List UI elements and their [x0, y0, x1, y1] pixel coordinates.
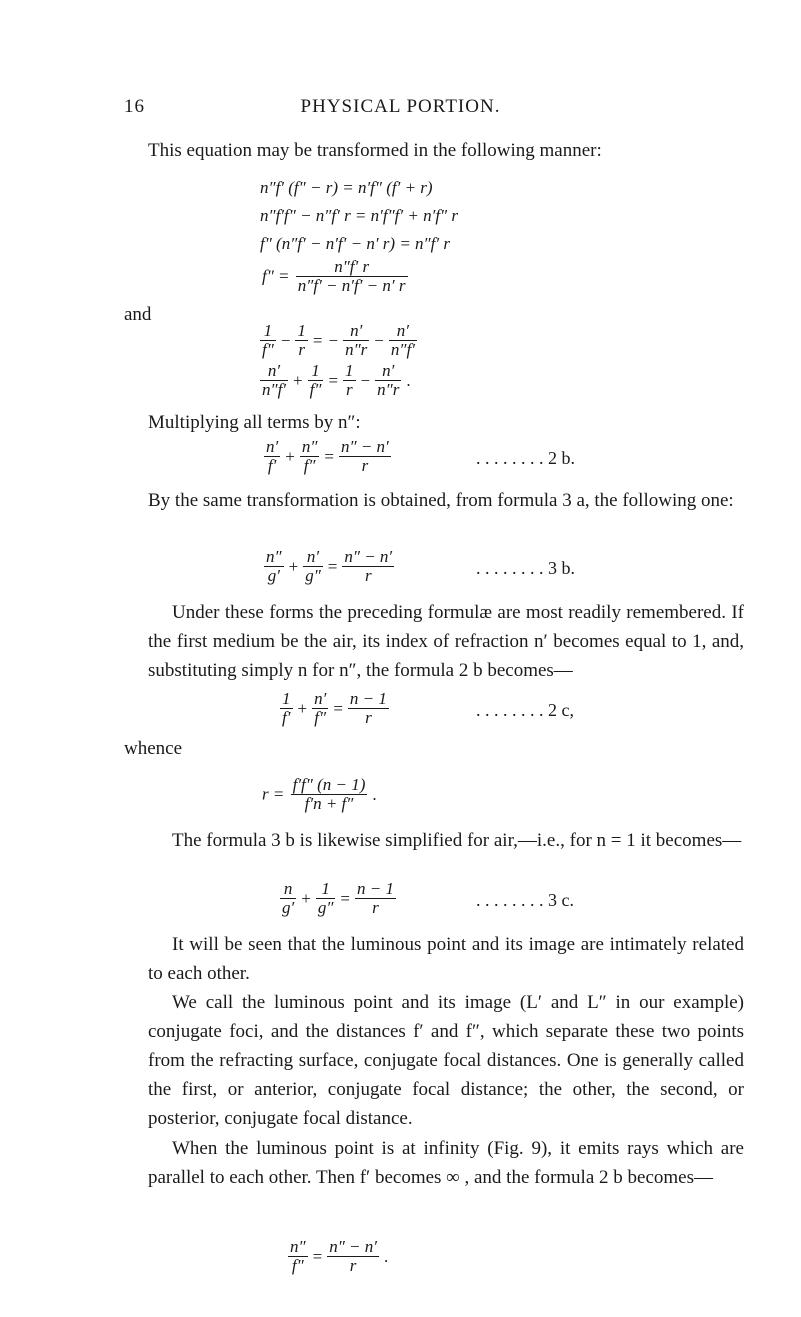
- eq4-lhs: f″ =: [262, 266, 290, 286]
- equation-line-4: [262, 258, 410, 295]
- equation-line-1: n″f′ (f″ − r) = n′f″ (f′ + r): [260, 178, 433, 197]
- paragraph-same-transformation: By the same transformation is obtained, from formula 3 a, the following one:: [148, 490, 734, 511]
- equation-c: $\frac{n'}{n''f'}$ + $\frac{1}{f''}$ = $\frac{1}{r}$ − $\frac{n'}{n''r}$ .: [262, 361, 411, 399]
- running-head: PHYSICAL PORTION.: [300, 96, 501, 117]
- paragraph-conjugate-foci: We call the luminous point and its image (L′ and L″ in our example) conjugate foci, and the distances f′ and f″, which separate these two points from the refracting surface, conjugate focal distances. One is generally called the first, or anterior, conjugate focal distance; the other, the second, or posterior, conjugate focal distance.: [148, 992, 744, 1129]
- paragraph-luminous-point: It will be seen that the luminous point and its image are intimately related to each other.: [148, 934, 744, 984]
- equation-line-3: f″ (n″f′ − n′f′ − n′ r) = n″f′ r: [260, 234, 450, 253]
- equation-line-2: n″f′f″ − n″f′ r = n′f″f′ + n′f″ r: [260, 206, 458, 225]
- equation-3c: $\frac{n}{g'}$ + $\frac{1}{g''}$ = $\frac{n - 1}{r}$: [282, 879, 394, 917]
- label-2c: . . . . . . . . 2 c,: [476, 700, 574, 720]
- label-3b: . . . . . . . . 3 b.: [476, 558, 575, 578]
- paragraph-multiplying: Multiplying all terms by n″:: [148, 412, 361, 433]
- word-whence: whence: [124, 738, 183, 759]
- equation-2b: $\frac{n'}{f'}$ + $\frac{n''}{f''}$ = $\frac{n'' - n'}{r}$: [266, 437, 389, 475]
- paragraph-formula-3b: The formula 3 b is likewise simplified for air,—i.e., for n = 1 it becomes—: [172, 830, 742, 851]
- equation-b: $\frac{1}{f''}$ − $\frac{1}{r}$ = − $\frac{n'}{n''r}$ − $\frac{n'}{n''f'}$: [262, 321, 415, 359]
- paragraph-infinity: When the luminous point is at infinity (Fig. 9), it emits rays which are parallel to each other. Then f′ becomes ∞ , and the formula 2 b becomes—: [148, 1138, 744, 1188]
- equation-final: $\frac{n''}{f''}$ = $\frac{n'' - n'}{r}$ .: [290, 1237, 389, 1275]
- equation-r: r = $\frac{f'f'' (n - 1)}{f'n + f''}$ .: [262, 775, 377, 813]
- page-number: 16: [124, 96, 145, 117]
- paragraph-under-these-forms: Under these forms the preceding formulæ are most readily remembered. If the first medium be the air, its index of refraction n′ becomes equal to 1, and, substituting simply n for n″, the formula 2 b becomes—: [148, 602, 744, 681]
- equation-3b: $\frac{n''}{g'}$ + $\frac{n'}{g''}$ = $\frac{n'' - n'}{r}$: [266, 547, 393, 585]
- label-3c: . . . . . . . . 3 c.: [476, 890, 574, 910]
- paragraph-intro: This equation may be transformed in the following manner:: [148, 140, 602, 161]
- word-and: and: [124, 304, 152, 325]
- eq4-fraction: $\frac{n''f' r}{n''f' - n'f' - n' r}$: [297, 257, 406, 295]
- label-2b: . . . . . . . . 2 b.: [476, 448, 575, 468]
- equation-2c: $\frac{1}{f'}$ + $\frac{n'}{f''}$ = $\frac{n - 1}{r}$: [282, 689, 387, 727]
